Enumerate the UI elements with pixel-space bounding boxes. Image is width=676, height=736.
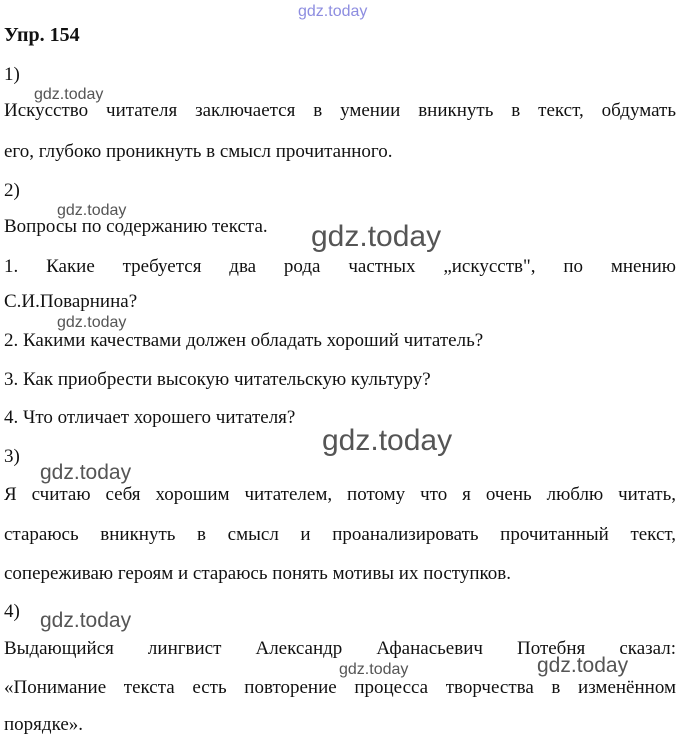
question-4: 4. Что отличает хорошего читателя?	[4, 407, 296, 428]
question-3: 3. Как приобрести высокую читательскую культуру?	[4, 369, 431, 390]
section-1-line-2: его, глубоко проникнуть в смысл прочитанного.	[4, 141, 393, 162]
watermark: gdz.today	[34, 86, 104, 103]
watermark: gdz.today	[339, 661, 409, 678]
section-4-line-1: Выдающийся лингвист Александр Афанасьевич Потебня сказал:	[4, 638, 676, 659]
question-1-continued: С.И.Поварнина?	[4, 291, 138, 312]
section-3-line-3: сопереживаю героям и стараюсь понять мотивы их поступков.	[4, 563, 512, 584]
watermark: gdz.today	[537, 654, 629, 677]
watermark-top: gdz.today	[298, 3, 368, 20]
section-3-line-2: стараюсь вникнуть в смысл и проанализировать прочитанный текст,	[4, 524, 676, 545]
question-2: 2. Какими качествами должен обладать хороший читатель?	[4, 330, 484, 351]
section-4-line-3: порядке».	[4, 714, 84, 735]
section-3-marker: 3)	[4, 446, 20, 467]
section-2-heading: Вопросы по содержанию текста.	[4, 216, 268, 237]
section-4-marker: 4)	[4, 601, 20, 622]
watermark: gdz.today	[322, 424, 453, 457]
section-1-marker: 1)	[4, 64, 20, 85]
section-1-line-1: Искусство читателя заключается в умении вникнуть в текст, обдумать	[4, 100, 676, 121]
question-1: 1. Какие требуется два рода частных „искусств", по мнению	[4, 256, 676, 277]
section-3-line-1: Я считаю себя хорошим читателем, потому что я очень люблю читать,	[4, 484, 676, 505]
section-4-line-2: «Понимание текста есть повторение процесса творчества в изменённом	[4, 677, 676, 698]
section-2-marker: 2)	[4, 180, 20, 201]
exercise-title: Упр. 154	[4, 24, 80, 46]
watermark: gdz.today	[311, 220, 442, 253]
watermark: gdz.today	[57, 202, 127, 219]
watermark: gdz.today	[40, 461, 132, 484]
watermark: gdz.today	[40, 609, 132, 632]
watermark: gdz.today	[57, 314, 127, 331]
